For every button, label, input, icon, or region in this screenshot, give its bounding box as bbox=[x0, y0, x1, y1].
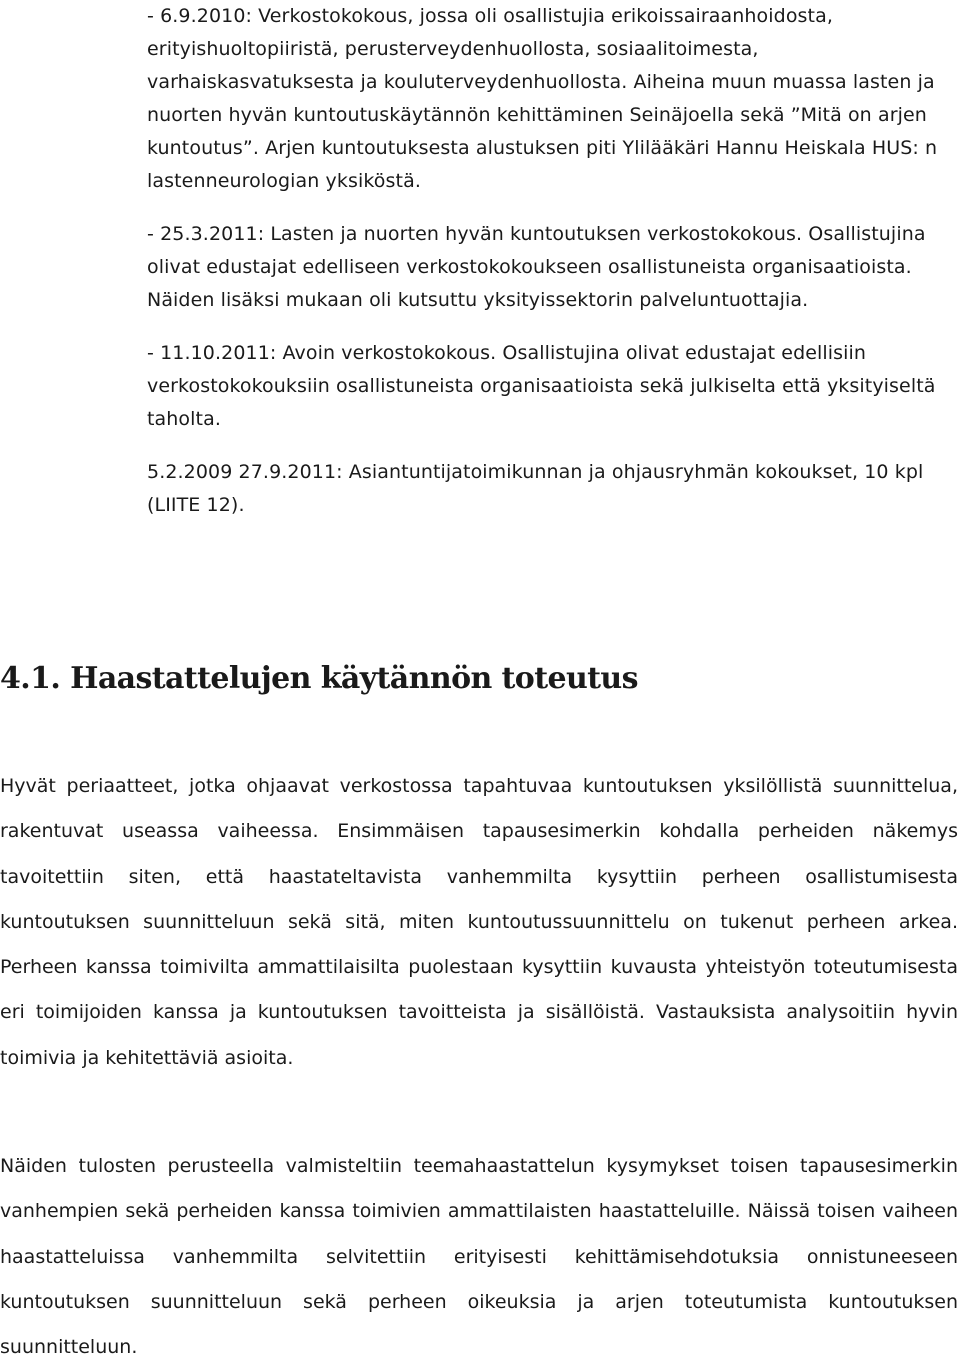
meeting-list bbox=[147, 0, 955, 542]
list-item: - 11.10.2011: Avoin verkostokokous. Osallistujina olivat edustajat edellisiin verkostokokouksiin osallistuneista organisaatioista sekä julkiselta että yksityiseltä taholta. bbox=[147, 342, 936, 430]
list-item: 5.2.2009 27.9.2011: Asiantuntijatoimikunnan ja ohjausryhmän kokoukset, 10 kpl (LIITE 12). bbox=[147, 461, 924, 516]
list-item: - 6.9.2010: Verkostokokous, jossa oli osallistujia erikoissairaanhoidosta, erityishuoltopiiristä, perusterveydenhuollosta, sosiaalitoimesta, varhaiskasvatuksesta ja kouluterveydenhuollosta. Aiheina muun muassa lasten ja nuorten hyvän kuntoutuskäytännön kehittäminen Seinäjoella sekä ”Mitä on arjen kuntoutus”. Arjen kuntoutuksesta alustuksen piti Ylilääkäri Hannu Heiskala HUS: n lastenneurologian yksiköstä. bbox=[147, 5, 938, 192]
section-heading: 4.1. Haastattelujen käytännön toteutus bbox=[0, 661, 638, 696]
paragraph: Näiden tulosten perusteella valmisteltiin teemahaastattelun kysymykset toisen tapausesimerkin vanhempien sekä perheiden kanssa toimivien ammattilaisten haastatteluille. Näissä toisen vaiheen haastatteluissa vanhemmilta selvitettiin erityisesti kehittämisehdotuksia onnistuneeseen kuntoutuksen suunnitteluun sekä perheen oikeuksia ja arjen toteutumista kuntoutuksen suunnitteluun. bbox=[0, 1155, 958, 1359]
paragraph: Hyvät periaatteet, jotka ohjaavat verkostossa tapahtuvaa kuntoutuksen yksilöllistä suunnittelua, rakentuvat useassa vaiheessa. Ensimmäisen tapausesimerkin kohdalla perheiden näkemys tavoitettiin siten, että haastateltavista vanhemmilta kysyttiin perheen osallistumisesta kuntoutuksen suunnitteluun sekä sitä, miten kuntoutussuunnittelu on tukenut perheen arkea. Perheen kanssa toimivilta ammattilaisilta puolestaan kysyttiin kuvausta yhteistyön toteutumisesta eri toimijoiden kanssa ja kuntoutuksen tavoitteista ja sisällöistä. Vastauksista analysoitiin hyvin toimivia ja kehitettäviä asioita. bbox=[0, 775, 958, 1069]
list-item: - 25.3.2011: Lasten ja nuorten hyvän kuntoutuksen verkostokokous. Osallistujina olivat edustajat edelliseen verkostokokoukseen osallistuneista organisaatioista. Näiden lisäksi mukaan oli kutsuttu yksityissektorin palveluntuottajia. bbox=[147, 223, 926, 311]
